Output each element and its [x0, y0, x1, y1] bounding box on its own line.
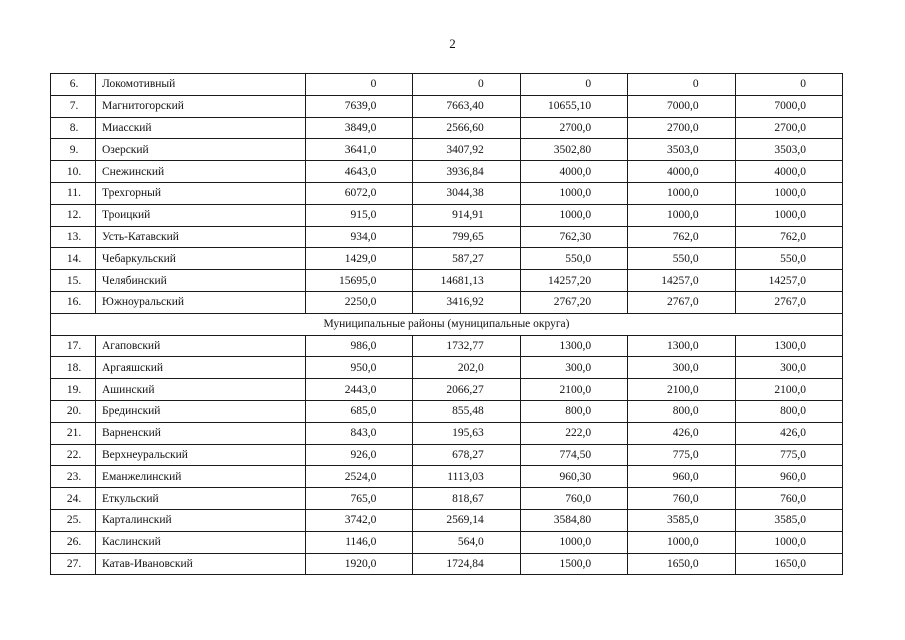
value-cell: 1429,0 [306, 248, 413, 270]
value-cell: 1650,0 [628, 553, 735, 575]
value-cell: 762,0 [735, 226, 842, 248]
value-cell: 960,0 [735, 466, 842, 488]
municipality-name: Верхнеуральский [96, 444, 306, 466]
table-row [51, 270, 843, 292]
municipality-name: Локомотивный [96, 74, 306, 96]
value-cell: 1000,0 [520, 531, 627, 553]
row-number: 13. [51, 226, 96, 248]
value-cell: 14681,13 [413, 270, 520, 292]
value-cell: 14257,0 [628, 270, 735, 292]
value-cell: 2767,0 [628, 291, 735, 313]
value-cell: 1000,0 [520, 204, 627, 226]
value-cell: 843,0 [306, 422, 413, 444]
value-cell: 0 [306, 74, 413, 96]
municipality-name: Усть-Катавский [96, 226, 306, 248]
table-row [51, 117, 843, 139]
value-cell: 550,0 [628, 248, 735, 270]
value-cell: 915,0 [306, 204, 413, 226]
table-row [51, 509, 843, 531]
value-cell: 1300,0 [628, 335, 735, 357]
municipality-name: Озерский [96, 139, 306, 161]
row-number: 25. [51, 509, 96, 531]
value-cell: 2700,0 [628, 117, 735, 139]
table-body-bottom [51, 335, 843, 575]
row-number: 9. [51, 139, 96, 161]
value-cell: 0 [520, 74, 627, 96]
table-row [51, 422, 843, 444]
row-number: 16. [51, 291, 96, 313]
row-number: 27. [51, 553, 96, 575]
value-cell: 7000,0 [735, 95, 842, 117]
table-row [51, 204, 843, 226]
municipality-name: Троицкий [96, 204, 306, 226]
table-row [51, 139, 843, 161]
value-cell: 300,0 [628, 357, 735, 379]
row-number: 21. [51, 422, 96, 444]
value-cell: 195,63 [413, 422, 520, 444]
table-row [51, 400, 843, 422]
value-cell: 4000,0 [735, 161, 842, 183]
table-row [51, 488, 843, 510]
value-cell: 2524,0 [306, 466, 413, 488]
value-cell: 775,0 [735, 444, 842, 466]
row-number: 23. [51, 466, 96, 488]
municipality-name: Агаповский [96, 335, 306, 357]
value-cell: 3585,0 [628, 509, 735, 531]
municipality-name: Снежинский [96, 161, 306, 183]
value-cell: 1146,0 [306, 531, 413, 553]
value-cell: 15695,0 [306, 270, 413, 292]
value-cell: 2066,27 [413, 379, 520, 401]
section-header: Муниципальные районы (муниципальные округа) [51, 313, 843, 335]
table-row [51, 466, 843, 488]
value-cell: 7000,0 [628, 95, 735, 117]
value-cell: 960,30 [520, 466, 627, 488]
value-cell: 678,27 [413, 444, 520, 466]
value-cell: 2100,0 [628, 379, 735, 401]
value-cell: 3641,0 [306, 139, 413, 161]
table-row [51, 226, 843, 248]
value-cell: 926,0 [306, 444, 413, 466]
municipality-name: Варненский [96, 422, 306, 444]
value-cell: 6072,0 [306, 182, 413, 204]
municipality-name: Карталинский [96, 509, 306, 531]
table-row [51, 248, 843, 270]
table-row [51, 531, 843, 553]
value-cell: 3407,92 [413, 139, 520, 161]
value-cell: 3742,0 [306, 509, 413, 531]
value-cell: 1000,0 [628, 531, 735, 553]
table-row [51, 553, 843, 575]
value-cell: 1300,0 [735, 335, 842, 357]
value-cell: 2700,0 [735, 117, 842, 139]
value-cell: 3584,80 [520, 509, 627, 531]
value-cell: 1500,0 [520, 553, 627, 575]
row-number: 11. [51, 182, 96, 204]
value-cell: 800,0 [520, 400, 627, 422]
table-row [51, 161, 843, 183]
value-cell: 986,0 [306, 335, 413, 357]
municipality-name: Еткульский [96, 488, 306, 510]
municipality-name: Миасский [96, 117, 306, 139]
value-cell: 1000,0 [628, 182, 735, 204]
municipality-name: Челябинский [96, 270, 306, 292]
data-table [50, 73, 843, 575]
row-number: 19. [51, 379, 96, 401]
value-cell: 300,0 [520, 357, 627, 379]
value-cell: 2443,0 [306, 379, 413, 401]
value-cell: 0 [628, 74, 735, 96]
value-cell: 7663,40 [413, 95, 520, 117]
value-cell: 1300,0 [520, 335, 627, 357]
municipality-name: Еманжелинский [96, 466, 306, 488]
row-number: 18. [51, 357, 96, 379]
table-row [51, 335, 843, 357]
value-cell: 2250,0 [306, 291, 413, 313]
value-cell: 4643,0 [306, 161, 413, 183]
value-cell: 800,0 [628, 400, 735, 422]
municipality-name: Трехгорный [96, 182, 306, 204]
value-cell: 1000,0 [628, 204, 735, 226]
municipality-name: Магнитогорский [96, 95, 306, 117]
value-cell: 3849,0 [306, 117, 413, 139]
page-number: 2 [449, 36, 456, 51]
value-cell: 202,0 [413, 357, 520, 379]
row-number: 7. [51, 95, 96, 117]
value-cell: 934,0 [306, 226, 413, 248]
value-cell: 2767,20 [520, 291, 627, 313]
value-cell: 1724,84 [413, 553, 520, 575]
value-cell: 1732,77 [413, 335, 520, 357]
value-cell: 0 [735, 74, 842, 96]
value-cell: 426,0 [628, 422, 735, 444]
value-cell: 1920,0 [306, 553, 413, 575]
table-row [51, 95, 843, 117]
table-section [51, 313, 843, 335]
value-cell: 760,0 [520, 488, 627, 510]
table-row [51, 357, 843, 379]
value-cell: 2100,0 [520, 379, 627, 401]
value-cell: 3503,0 [735, 139, 842, 161]
value-cell: 960,0 [628, 466, 735, 488]
table-row [51, 379, 843, 401]
municipality-name: Ашинский [96, 379, 306, 401]
value-cell: 1000,0 [735, 204, 842, 226]
value-cell: 4000,0 [628, 161, 735, 183]
row-number: 17. [51, 335, 96, 357]
value-cell: 3044,38 [413, 182, 520, 204]
value-cell: 774,50 [520, 444, 627, 466]
value-cell: 550,0 [735, 248, 842, 270]
value-cell: 818,67 [413, 488, 520, 510]
row-number: 15. [51, 270, 96, 292]
municipality-name: Чебаркульский [96, 248, 306, 270]
value-cell: 762,30 [520, 226, 627, 248]
value-cell: 587,27 [413, 248, 520, 270]
value-cell: 3503,0 [628, 139, 735, 161]
value-cell: 14257,0 [735, 270, 842, 292]
value-cell: 685,0 [306, 400, 413, 422]
value-cell: 1650,0 [735, 553, 842, 575]
value-cell: 760,0 [735, 488, 842, 510]
municipality-name: Катав-Ивановский [96, 553, 306, 575]
value-cell: 760,0 [628, 488, 735, 510]
value-cell: 799,65 [413, 226, 520, 248]
row-number: 6. [51, 74, 96, 96]
value-cell: 7639,0 [306, 95, 413, 117]
municipality-name: Каслинский [96, 531, 306, 553]
value-cell: 775,0 [628, 444, 735, 466]
value-cell: 765,0 [306, 488, 413, 510]
row-number: 26. [51, 531, 96, 553]
table-row [51, 444, 843, 466]
row-number: 8. [51, 117, 96, 139]
municipality-name: Брединский [96, 400, 306, 422]
municipality-name: Аргаяшский [96, 357, 306, 379]
value-cell: 762,0 [628, 226, 735, 248]
value-cell: 3416,92 [413, 291, 520, 313]
value-cell: 2569,14 [413, 509, 520, 531]
value-cell: 550,0 [520, 248, 627, 270]
value-cell: 2700,0 [520, 117, 627, 139]
value-cell: 2566,60 [413, 117, 520, 139]
value-cell: 300,0 [735, 357, 842, 379]
row-number: 22. [51, 444, 96, 466]
table-row [51, 291, 843, 313]
value-cell: 426,0 [735, 422, 842, 444]
value-cell: 800,0 [735, 400, 842, 422]
row-number: 24. [51, 488, 96, 510]
value-cell: 10655,10 [520, 95, 627, 117]
row-number: 20. [51, 400, 96, 422]
table-row [51, 182, 843, 204]
value-cell: 1000,0 [520, 182, 627, 204]
row-number: 12. [51, 204, 96, 226]
value-cell: 2767,0 [735, 291, 842, 313]
value-cell: 1000,0 [735, 182, 842, 204]
value-cell: 2100,0 [735, 379, 842, 401]
municipality-name: Южноуральский [96, 291, 306, 313]
value-cell: 950,0 [306, 357, 413, 379]
value-cell: 14257,20 [520, 270, 627, 292]
section-header-row [51, 313, 843, 335]
value-cell: 914,91 [413, 204, 520, 226]
value-cell: 1113,03 [413, 466, 520, 488]
table-row [51, 74, 843, 96]
value-cell: 3936,84 [413, 161, 520, 183]
value-cell: 3502,80 [520, 139, 627, 161]
value-cell: 222,0 [520, 422, 627, 444]
table-body-top [51, 74, 843, 314]
row-number: 10. [51, 161, 96, 183]
value-cell: 1000,0 [735, 531, 842, 553]
value-cell: 3585,0 [735, 509, 842, 531]
value-cell: 4000,0 [520, 161, 627, 183]
value-cell: 0 [413, 74, 520, 96]
value-cell: 855,48 [413, 400, 520, 422]
value-cell: 564,0 [413, 531, 520, 553]
row-number: 14. [51, 248, 96, 270]
